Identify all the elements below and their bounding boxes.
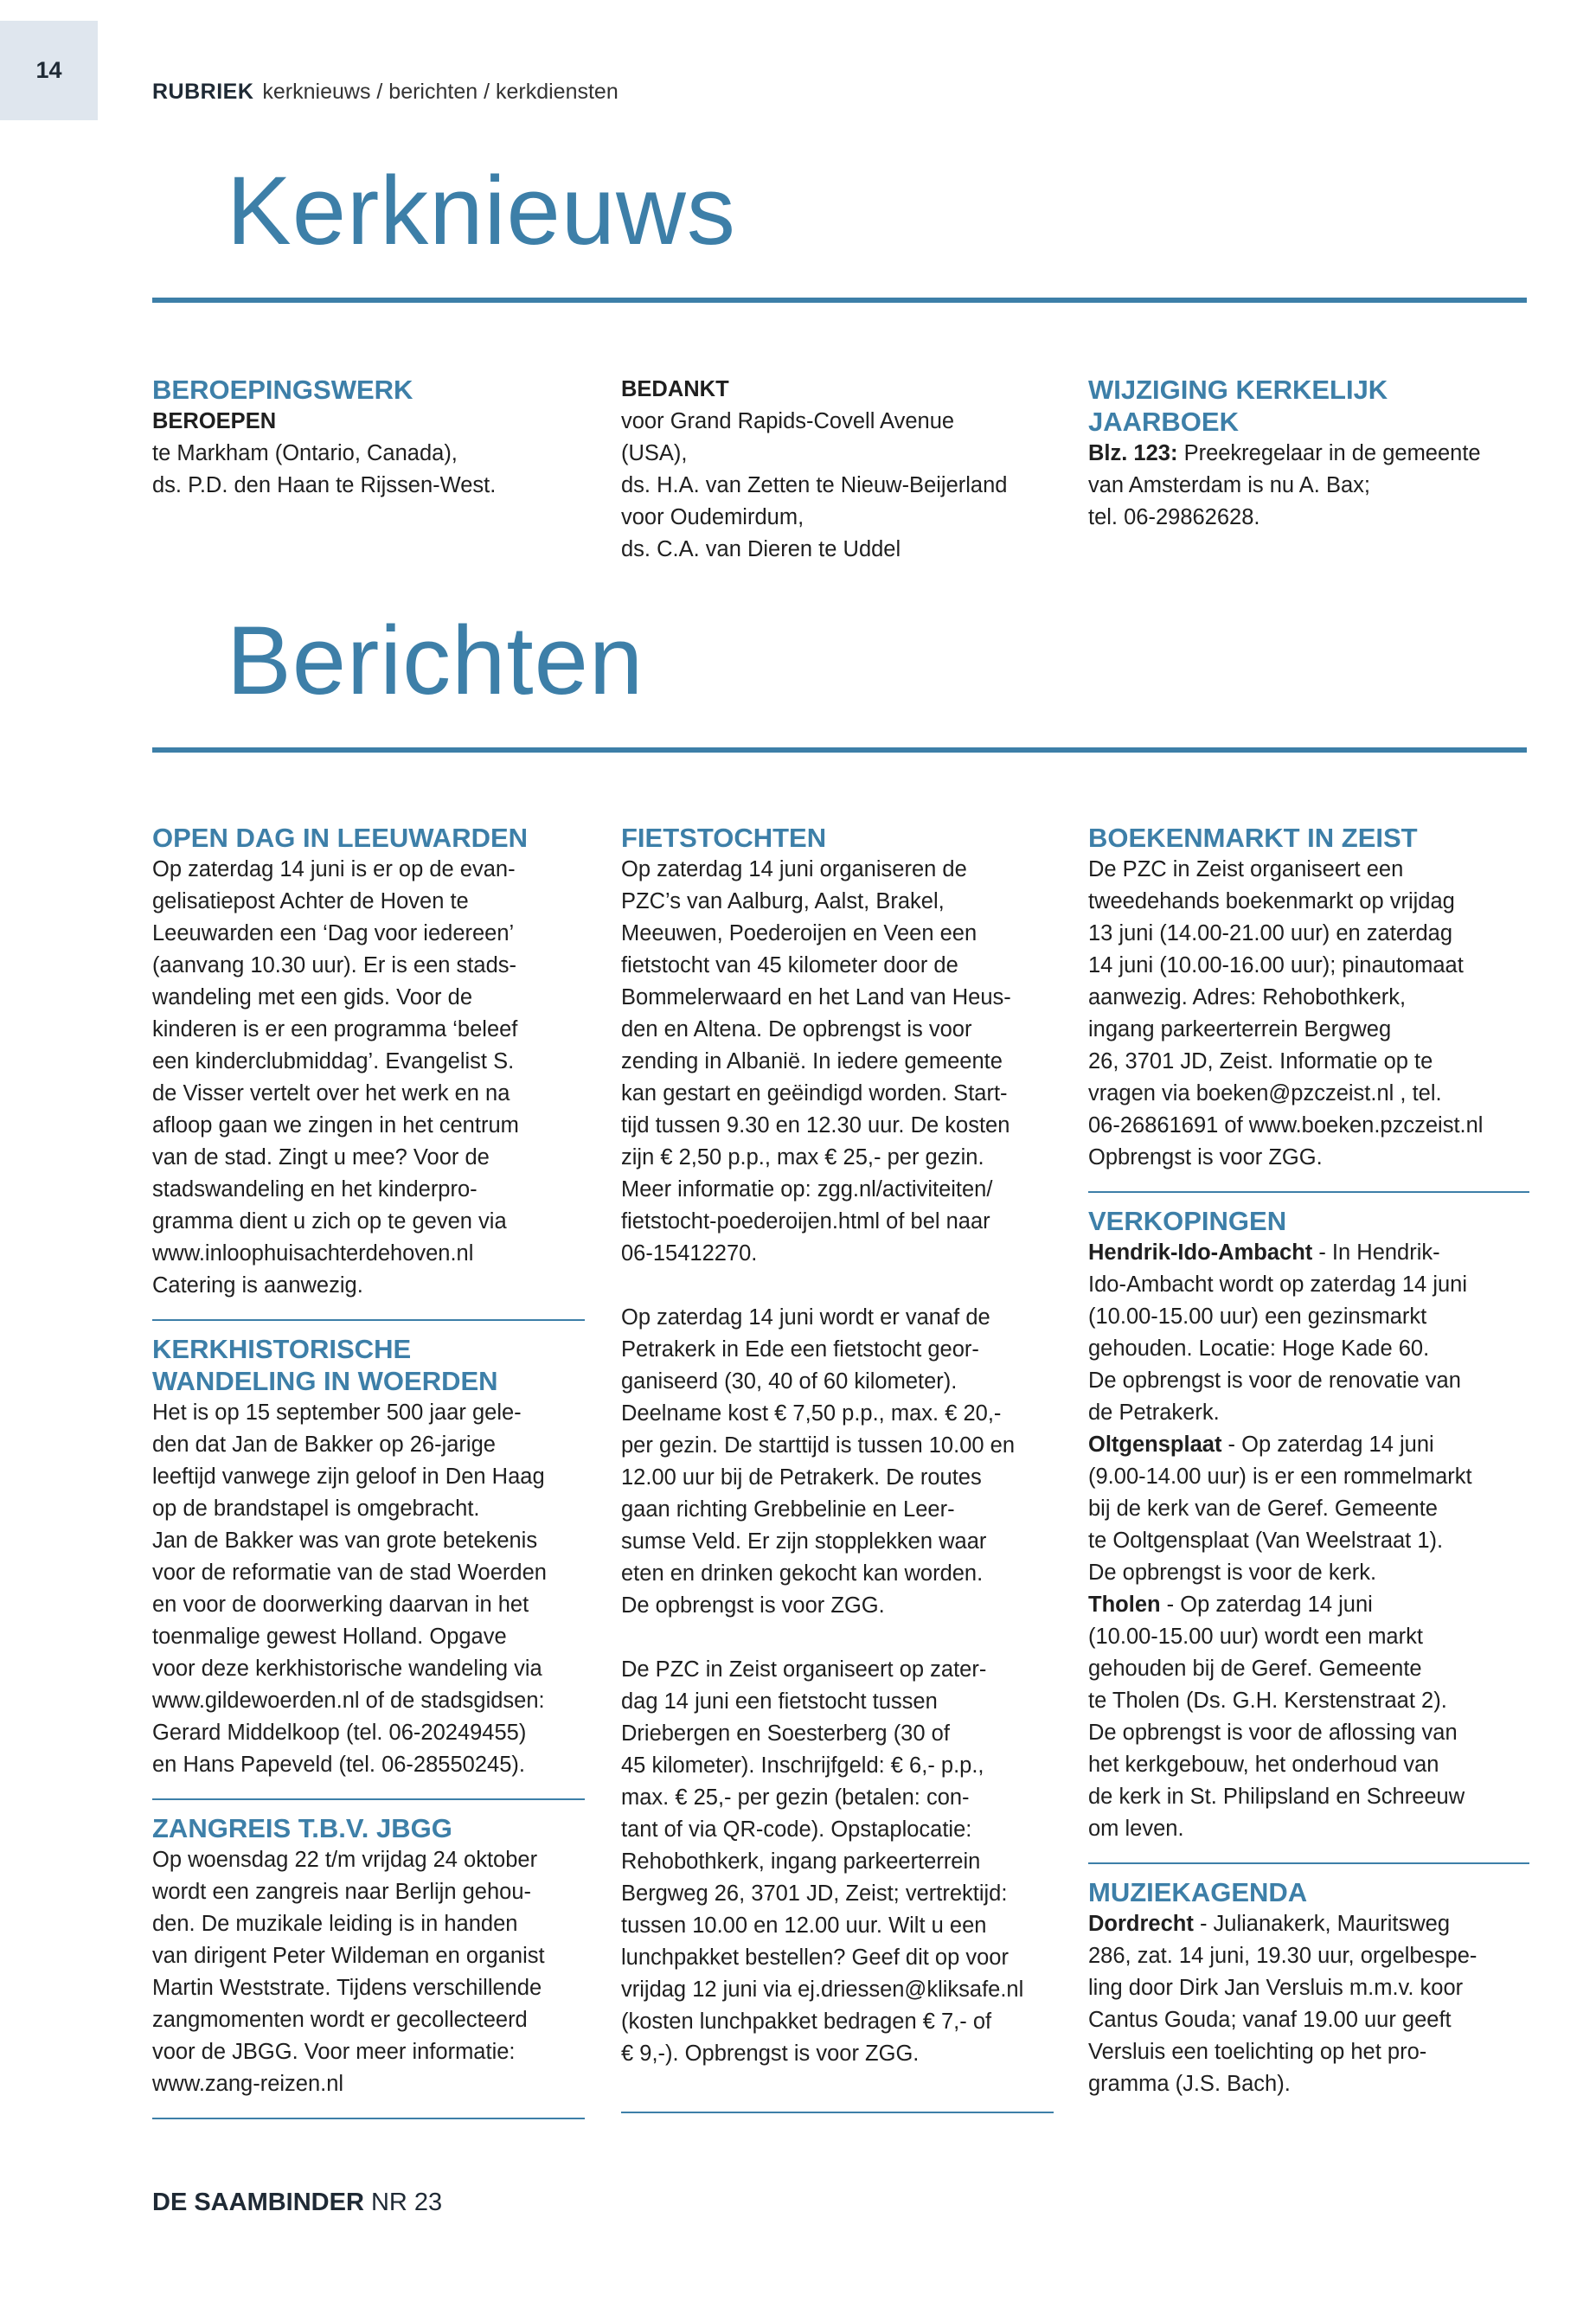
text-line: Op zaterdag 14 juni organiseren de — [621, 857, 967, 881]
text-line: De opbrengst is voor ZGG. — [621, 1593, 885, 1618]
section-divider — [152, 1798, 585, 1800]
text-line: Leeuwarden een ‘Dag voor iedereen’ — [152, 921, 515, 945]
text-line: leeftijd vanwege zijn geloof in Den Haag — [152, 1465, 545, 1489]
verkoping-text: - In Hendrik- — [1312, 1240, 1440, 1265]
text-line: het kerkgebouw, het onderhoud van — [1088, 1753, 1439, 1777]
verkoping-item-text — [1088, 1269, 1529, 1429]
kerkhistorische-text — [152, 1397, 585, 1781]
text-line: tweedehands boekenmarkt op vrijdag — [1088, 889, 1455, 913]
rubriek-path: kerknieuws / berichten / kerkdiensten — [262, 80, 619, 104]
section-divider — [621, 2112, 1054, 2113]
text-line: bij de kerk van de Geref. Gemeente — [1088, 1497, 1438, 1521]
rubriek-label: RUBRIEK — [152, 80, 254, 104]
bedankt-line: ds. H.A. van Zetten te Nieuw-Beijerland — [621, 473, 1008, 497]
text-line: Meer informatie op: zgg.nl/activiteiten/ — [621, 1177, 993, 1202]
text-line: voor de reformatie van de stad Woerden — [152, 1561, 547, 1585]
text-line: gehouden bij de Geref. Gemeente — [1088, 1657, 1422, 1681]
text-line: www.gildewoerden.nl of de stadsgidsen: — [152, 1689, 545, 1713]
text-line: fietstocht-poederoijen.html of bel naar — [621, 1209, 990, 1234]
text-line: de Visser vertelt over het werk en na — [152, 1081, 510, 1106]
text-line: www.inloophuisachterdehoven.nl — [152, 1241, 474, 1266]
berichten-rule — [152, 747, 1527, 753]
fietstochten-para-2 — [621, 1302, 1054, 1622]
bedankt-block — [621, 374, 1071, 566]
boekenmarkt-text — [1088, 854, 1529, 1174]
berichten-title: Berichten — [227, 606, 644, 715]
text-line: De PZC in Zeist organiseert een — [1088, 857, 1404, 881]
text-line: eten en drinken gekocht kan worden. — [621, 1561, 984, 1586]
text-line: wordt een zangreis naar Berlijn gehou- — [152, 1880, 532, 1904]
text-line: Driebergen en Soesterberg (30 of — [621, 1721, 950, 1746]
fietstochten-heading: FIETSTOCHTEN — [621, 823, 827, 853]
muziekagenda-text: - Julianakerk, Mauritsweg — [1193, 1912, 1451, 1936]
beroepen-line: te Markham (Ontario, Canada), — [152, 441, 458, 465]
text-line: lunchpakket bestellen? Geef dit op voor — [621, 1945, 1009, 1970]
text-line: gramma (J.S. Bach). — [1088, 2072, 1291, 2096]
verkoping-item-first-line — [1088, 1429, 1529, 1461]
text-line: 26, 3701 JD, Zeist. Informatie op te — [1088, 1049, 1433, 1074]
text-line: gelisatiepost Achter de Hoven te — [152, 889, 469, 913]
text-line: aanwezig. Adres: Rehobothkerk, — [1088, 985, 1407, 1009]
text-line: gehouden. Locatie: Hoge Kade 60. — [1088, 1336, 1430, 1361]
page-number: 14 — [0, 21, 98, 120]
text-line: 06-26861691 of www.boeken.pzczeist.nl — [1088, 1113, 1484, 1138]
berichten-column-3 — [1088, 822, 1529, 2100]
text-line: om leven. — [1088, 1817, 1184, 1841]
text-line: den. De muzikale leiding is in handen — [152, 1912, 518, 1936]
text-line: kinderen is er een programma ‘beleef — [152, 1017, 518, 1042]
bedankt-line: ds. C.A. van Dieren te Uddel — [621, 537, 901, 561]
text-line: afloop gaan we zingen in het centrum — [152, 1113, 519, 1138]
paragraph-gap — [621, 1270, 1054, 1302]
text-line: toenmalige gewest Holland. Opgave — [152, 1625, 507, 1649]
jaarboek-line — [1088, 438, 1529, 470]
text-line: (10.00-15.00 uur) een gezinsmarkt — [1088, 1304, 1427, 1329]
kerkhistorische-heading: WANDELING IN WOERDEN — [152, 1366, 498, 1396]
text-line: Opbrengst is voor ZGG. — [1088, 1145, 1323, 1170]
paragraph-gap — [621, 1622, 1054, 1654]
text-line: de kerk in St. Philipsland en Schreeuw — [1088, 1785, 1465, 1809]
section-divider — [1088, 1191, 1529, 1193]
zangreis-heading: ZANGREIS T.B.V. JBGG — [152, 1813, 452, 1843]
jaarboek-bold: Blz. 123: — [1088, 441, 1178, 465]
text-line: per gezin. De starttijd is tussen 10.00 en — [621, 1433, 1016, 1458]
text-line: 13 juni (14.00-21.00 uur) en zaterdag — [1088, 921, 1453, 945]
text-line: op de brandstapel is omgebracht. — [152, 1497, 480, 1521]
bedankt-line: (USA), — [621, 441, 688, 465]
muziekagenda-lines — [1088, 1940, 1529, 2100]
text-line: 14 juni (10.00-16.00 uur); pinautomaat — [1088, 953, 1464, 977]
text-line: gramma dient u zich op te geven via — [152, 1209, 507, 1234]
text-line: Meeuwen, Poederoijen en Veen een — [621, 921, 977, 945]
text-line: den dat Jan de Bakker op 26-jarige — [152, 1433, 496, 1457]
jaarboek-text: Preekregelaar in de gemeente — [1183, 441, 1481, 465]
kerknieuws-title: Kerknieuws — [227, 157, 736, 265]
kerkhistorische-heading: KERKHISTORISCHE — [152, 1334, 412, 1364]
text-line: sumse Veld. Er zijn stopplekken waar — [621, 1529, 987, 1554]
open-dag-text — [152, 854, 585, 1302]
berichten-column-2 — [621, 822, 1054, 2125]
verkoping-item-first-line — [1088, 1237, 1529, 1269]
text-line: voor deze kerkhistorische wandeling via — [152, 1657, 542, 1681]
text-line: € 9,-). Opbrengst is voor ZGG. — [621, 2041, 920, 2066]
text-line: Rehobothkerk, ingang parkeerterrein — [621, 1849, 981, 1874]
bedankt-line: voor Oudemirdum, — [621, 505, 804, 529]
text-line: Petrakerk in Ede een fietstocht geor- — [621, 1337, 979, 1362]
footer — [152, 2189, 442, 2217]
kerknieuws-rule — [152, 298, 1527, 303]
text-line: van dirigent Peter Wildeman en organist — [152, 1944, 545, 1968]
section-divider — [1088, 1862, 1529, 1864]
text-line: Het is op 15 september 500 jaar gele- — [152, 1400, 522, 1425]
text-line: Bergweg 26, 3701 JD, Zeist; vertrektijd: — [621, 1881, 1008, 1906]
text-line: Deelname kost € 7,50 p.p., max. € 20,- — [621, 1401, 1002, 1426]
text-line: 12.00 uur bij de Petrakerk. De routes — [621, 1465, 982, 1490]
beroepen-subheading: BEROEPEN — [152, 409, 277, 433]
text-line: zending in Albanië. In iedere gemeente — [621, 1049, 1003, 1074]
text-line: 286, zat. 14 juni, 19.30 uur, orgelbespe- — [1088, 1944, 1477, 1968]
text-line: te Tholen (Ds. G.H. Kerstenstraat 2). — [1088, 1689, 1447, 1713]
text-line: 06-15412270. — [621, 1241, 758, 1266]
text-line: dag 14 juni een fietstocht tussen — [621, 1689, 938, 1714]
text-line: Catering is aanwezig. — [152, 1273, 363, 1298]
text-line: ingang parkeerterrein Bergweg — [1088, 1017, 1392, 1042]
beroepingswerk-heading: BEROEPINGSWERK — [152, 375, 413, 405]
fietstochten-para-1 — [621, 854, 1054, 1270]
jaarboek-line: van Amsterdam is nu A. Bax; — [1088, 473, 1370, 497]
text-line: (10.00-15.00 uur) wordt een markt — [1088, 1625, 1423, 1649]
text-line: en Hans Papeveld (tel. 06-28550245). — [152, 1753, 525, 1777]
beroepingswerk-block — [152, 374, 602, 502]
verkopingen-heading: VERKOPINGEN — [1088, 1206, 1287, 1236]
beroepen-line: ds. P.D. den Haan te Rijssen-West. — [152, 473, 497, 497]
section-divider — [152, 2118, 585, 2119]
text-line: wandeling met een gids. Voor de — [152, 985, 472, 1009]
text-line: De PZC in Zeist organiseert op zater- — [621, 1657, 987, 1682]
text-line: van de stad. Zingt u mee? Voor de — [152, 1145, 490, 1170]
berichten-column-1 — [152, 822, 585, 2131]
text-line: Jan de Bakker was van grote betekenis — [152, 1529, 538, 1553]
text-line: Ido-Ambacht wordt op zaterdag 14 juni — [1088, 1272, 1468, 1297]
text-line: stadswandeling en het kinderpro- — [152, 1177, 478, 1202]
text-line: Op woensdag 22 t/m vrijdag 24 oktober — [152, 1848, 538, 1872]
text-line: de Petrakerk. — [1088, 1400, 1220, 1425]
jaarboek-heading: JAARBOEK — [1088, 407, 1239, 437]
text-line: tant of via QR-code). Opstaplocatie: — [621, 1817, 972, 1842]
text-line: gaan richting Grebbelinie en Leer- — [621, 1497, 955, 1522]
text-line: Martin Weststrate. Tijdens verschillende — [152, 1976, 542, 2000]
text-line: max. € 25,- per gezin (betalen: con- — [621, 1785, 970, 1810]
text-line: tussen 10.00 en 12.00 uur. Wilt u een — [621, 1913, 987, 1938]
text-line: te Ooltgensplaat (Van Weelstraat 1). — [1088, 1529, 1444, 1553]
text-line: en voor de doorwerking daarvan in het — [152, 1593, 529, 1617]
section-divider — [152, 1319, 585, 1321]
text-line: vragen via boeken@pzczeist.nl , tel. — [1088, 1081, 1442, 1106]
text-line: (9.00-14.00 uur) is er een rommelmarkt — [1088, 1465, 1472, 1489]
text-line: De opbrengst is voor de renovatie van — [1088, 1368, 1461, 1393]
verkoping-item-text — [1088, 1461, 1529, 1589]
zangreis-text — [152, 1844, 585, 2100]
verkoping-item-first-line — [1088, 1589, 1529, 1621]
text-line: ling door Dirk Jan Versluis m.m.v. koor — [1088, 1976, 1464, 2000]
magazine-name: DE SAAMBINDER — [152, 2189, 364, 2216]
text-line: Gerard Middelkoop (tel. 06-20249455) — [152, 1721, 527, 1745]
muziekagenda-heading: MUZIEKAGENDA — [1088, 1877, 1308, 1907]
text-line: (aanvang 10.30 uur). Er is een stads- — [152, 953, 516, 977]
jaarboek-block — [1088, 374, 1529, 534]
text-line: tijd tussen 9.30 en 12.30 uur. De kosten — [621, 1113, 1010, 1138]
text-line: den en Altena. De opbrengst is voor — [621, 1017, 972, 1042]
jaarboek-heading: WIJZIGING KERKELIJK — [1088, 375, 1388, 405]
text-line: een kinderclubmiddag’. Evangelist S. — [152, 1049, 515, 1074]
text-line: vrijdag 12 juni via ej.driessen@kliksafe.nl — [621, 1977, 1024, 2002]
text-line: zijn € 2,50 p.p., max € 25,- per gezin. — [621, 1145, 984, 1170]
bedankt-line: voor Grand Rapids-Covell Avenue — [621, 409, 955, 433]
jaarboek-line: tel. 06-29862628. — [1088, 505, 1260, 529]
text-line: PZC’s van Aalburg, Aalst, Brakel, — [621, 889, 945, 913]
verkoping-place: Oltgensplaat — [1088, 1433, 1222, 1457]
text-line: www.zang-reizen.nl — [152, 2072, 344, 2096]
open-dag-heading: OPEN DAG IN LEEUWARDEN — [152, 823, 529, 853]
text-line: Op zaterdag 14 juni is er op de evan- — [152, 857, 516, 881]
verkoping-item-text — [1088, 1621, 1529, 1845]
text-line: (kosten lunchpakket bedragen € 7,- of — [621, 2009, 992, 2034]
running-head — [152, 80, 619, 105]
verkoping-place: Tholen — [1088, 1593, 1161, 1617]
bedankt-subheading: BEDANKT — [621, 377, 729, 401]
issue-number: NR 23 — [370, 2189, 443, 2216]
verkoping-place: Hendrik-Ido-Ambacht — [1088, 1240, 1313, 1265]
muziekagenda-first-line — [1088, 1908, 1529, 1940]
text-line: De opbrengst is voor de aflossing van — [1088, 1721, 1458, 1745]
text-line: kan gestart en geëindigd worden. Start- — [621, 1081, 1008, 1106]
muziekagenda-place: Dordrecht — [1088, 1912, 1194, 1936]
boekenmarkt-heading: BOEKENMARKT IN ZEIST — [1088, 823, 1418, 853]
text-line: Cantus Gouda; vanaf 19.00 uur geeft — [1088, 2008, 1452, 2032]
verkoping-text: - Op zaterdag 14 juni — [1221, 1433, 1434, 1457]
text-line: voor de JBGG. Voor meer informatie: — [152, 2040, 516, 2064]
text-line: Bommelerwaard en het Land van Heus- — [621, 985, 1011, 1009]
text-line: Versluis een toelichting op het pro- — [1088, 2040, 1427, 2064]
text-line: 45 kilometer). Inschrijfgeld: € 6,- p.p., — [621, 1753, 984, 1778]
text-line: Op zaterdag 14 juni wordt er vanaf de — [621, 1305, 990, 1330]
verkoping-text: - Op zaterdag 14 juni — [1160, 1593, 1373, 1617]
text-line: ganiseerd (30, 40 of 60 kilometer). — [621, 1369, 958, 1394]
text-line: De opbrengst is voor de kerk. — [1088, 1561, 1377, 1585]
text-line: fietstocht van 45 kilometer door de — [621, 953, 958, 977]
text-line: zangmomenten wordt er gecollecteerd — [152, 2008, 528, 2032]
fietstochten-para-3 — [621, 1654, 1054, 2070]
